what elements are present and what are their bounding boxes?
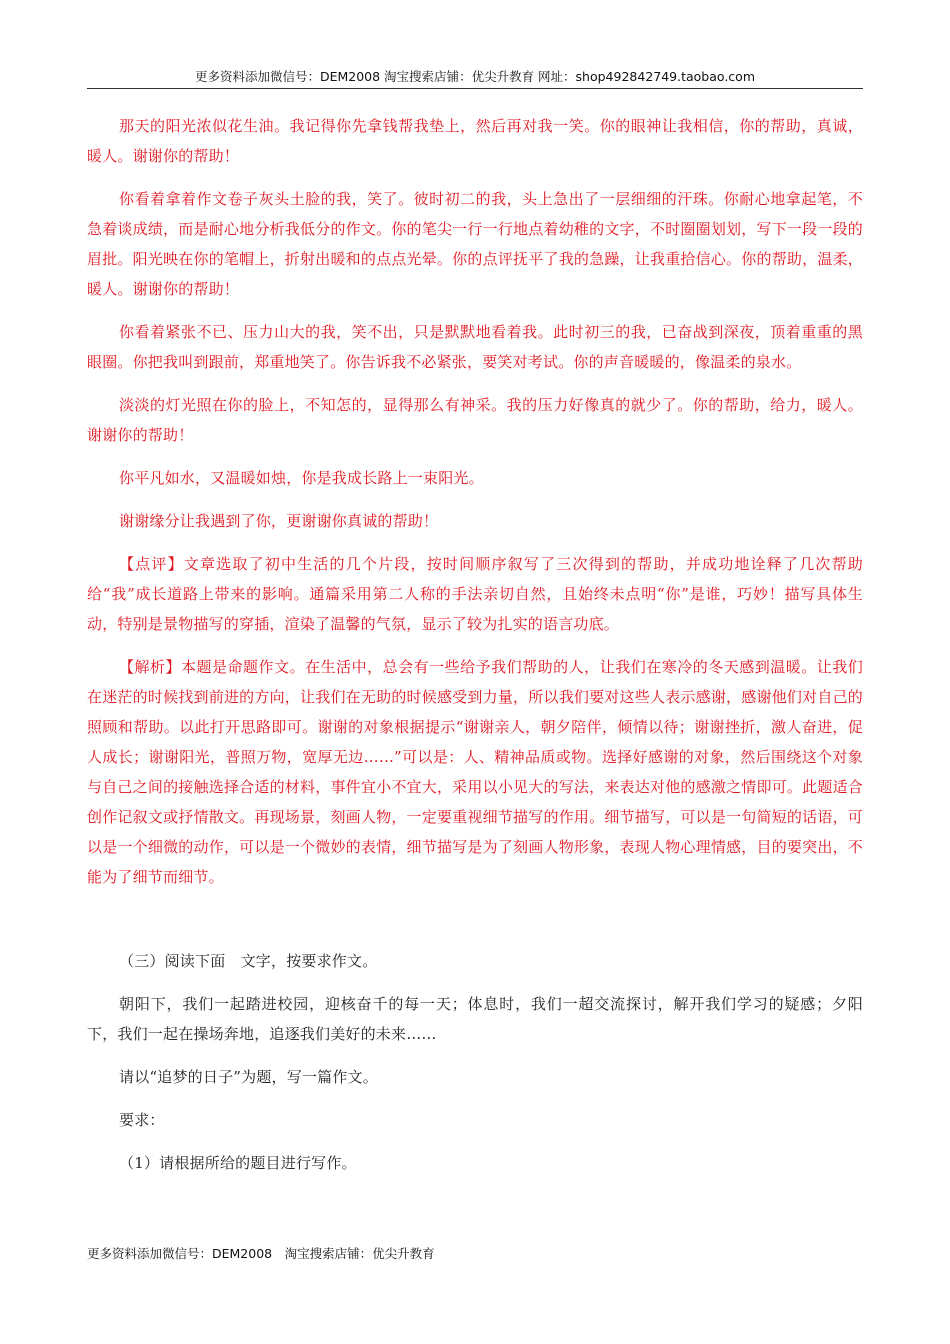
- page-footer: [87, 1245, 435, 1263]
- footer-text: 更多资料添加微信号：DEM2008 淘宝搜索店铺：优尖升教育: [87, 1246, 435, 1261]
- comment-text: 文章选取了初中生活的几个片段，按时间顺序叙写了三次得到的帮助，并成功地诠释了几次帮助给“我”成长道路上带来的影响。通篇采用第二人称的手法亲切自然，且始终未点明“你”是谁，巧妙！描写具体生动，特别是景物描写的穿插，渲染了温馨的气氛，显示了较为扎实的语言功底。: [87, 555, 863, 633]
- analysis-tag: 【解析】: [119, 658, 182, 676]
- essay-paragraph-3: 你看着紧张不已、压力山大的我，笑不出，只是默默地看着我。此时初三的我，已奋战到深夜，顶着重重的黑眼圈。你把我叫到跟前，郑重地笑了。你告诉我不必紧张，要笑对考试。你的声音暖暖的，像温柔的泉水。: [87, 323, 863, 371]
- essay-paragraph-2: 你看着拿着作文卷子灰头土脸的我，笑了。彼时初二的我，头上急出了一层细细的汗珠。你耐心地拿起笔，不急着谈成绩，而是耐心地分析我低分的作文。你的笔尖一行一行地点着幼稚的文字，不时圈圈划划，写下一段一段的眉批。阳光映在你的笔帽上，折射出暖和的点点光晕。你的点评抚平了我的急躁，让我重拾信心。你的帮助，温柔，暖人。谢谢你的帮助！: [87, 190, 863, 298]
- section3-requirements-label: 要求：: [119, 1111, 165, 1129]
- header-text: 更多资料添加微信号：DEM2008 淘宝搜索店铺：优尖升教育 网址：shop492842749.taobao.com: [194, 69, 756, 84]
- section3-material: 朝阳下，我们一起踏进校园，迎核奋千的每一天；体息时，我们一超交流探讨，解开我们学习的疑感；夕阳下，我们一起在操场奔地，追逐我们美好的未来……: [87, 995, 863, 1043]
- comment-paragraph: [87, 549, 863, 639]
- essay-paragraph-5: 你平凡如水，又温暖如烛，你是我成长路上一束阳光。: [119, 469, 484, 487]
- section3-requirement-1: （1）请根据所给的题目进行写作。: [119, 1154, 357, 1172]
- page-header: [87, 68, 863, 89]
- section-spacer: [87, 905, 863, 946]
- essay-paragraph-6: 谢谢缘分让我遇到了你，更谢谢你真诚的帮助！: [119, 512, 439, 530]
- page-content: [87, 111, 863, 1191]
- essay-paragraph-1: 那天的阳光浓似花生油。我记得你先拿钱帮我垫上，然后再对我一笑。你的眼神让我相信，你的帮助，真诚，暖人。谢谢你的帮助！: [87, 117, 863, 165]
- analysis-text: 本题是命题作文。在生活中，总会有一些给予我们帮助的人，让我们在寒冷的冬天感到温暖。让我们在迷茫的时候找到前进的方向，让我们在无助的时候感受到力量，所以我们要对这些人表示感谢，感谢他们对自己的照顾和帮助。以此打开思路即可。谢谢的对象根据提示“谢谢亲人，朝夕陪伴，倾情以待；谢谢挫折，激人奋进，促人成长；谢谢阳光，普照万物，宽厚无边……”可以是：人、精神品质或物。选择好感谢的对象，然后围绕这个对象与自己之间的接触选择合适的材料，事件宜小不宜大，采用以小见大的写法，来表达对他的感激之情即可。此题适合创作记叙文或抒情散文。再现场景，刻画人物，一定要重视细节描写的作用。细节描写，可以是一句简短的话语，可以是一个细微的动作，可以是一个微妙的表情，细节描写是为了刻画人物形象，表现人物心理情感，目的要突出，不能为了细节而细节。: [87, 658, 863, 886]
- section3-heading: （三）阅读下面 文字，按要求作文。: [119, 952, 378, 970]
- comment-tag: 【点评】: [119, 555, 184, 573]
- section3-prompt: 请以“追梦的日子”为题，写一篇作文。: [119, 1068, 378, 1086]
- analysis-paragraph: [87, 652, 863, 892]
- essay-paragraph-4: 淡淡的灯光照在你的脸上，不知怎的，显得那么有神采。我的压力好像真的就少了。你的帮助，给力，暖人。谢谢你的帮助！: [87, 396, 863, 444]
